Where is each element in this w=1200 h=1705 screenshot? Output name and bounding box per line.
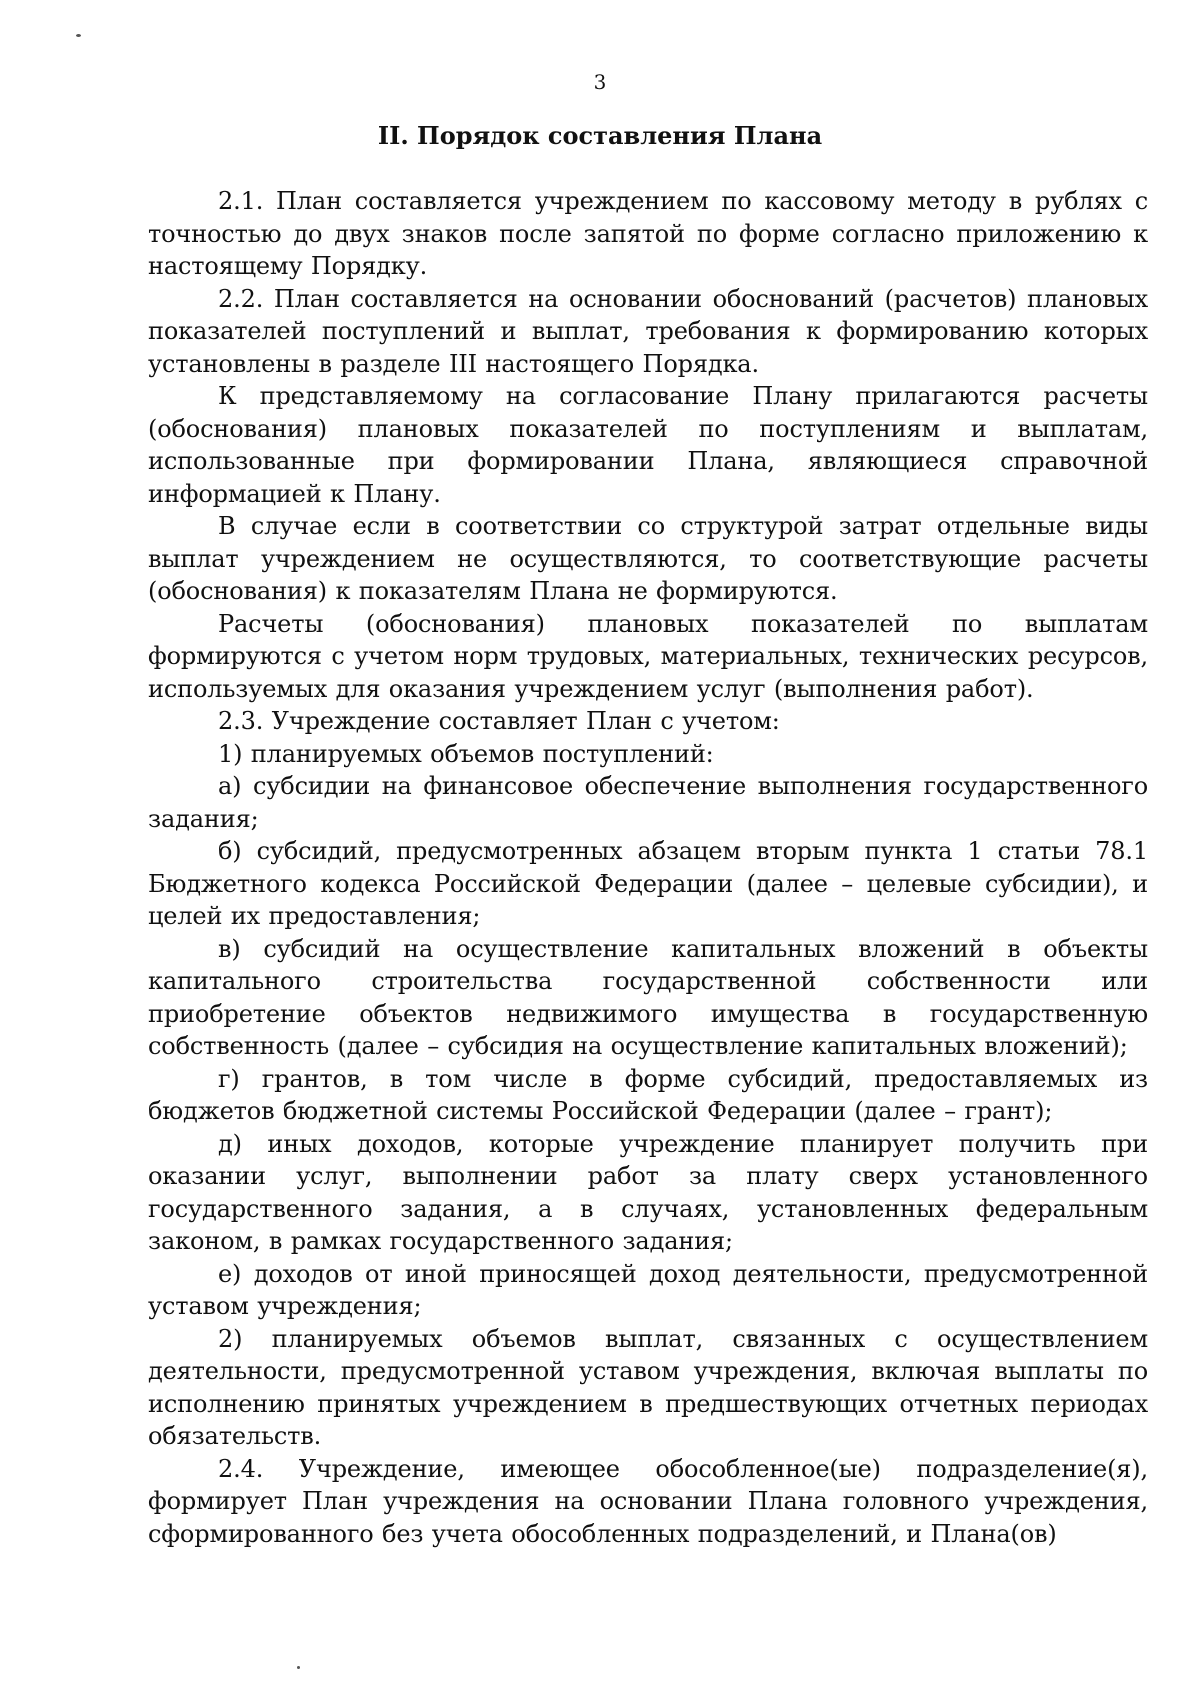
paragraph-2-2: 2.2. План составляется на основании обоснований (расчетов) плановых показателей поступлений и выплат, требования к формированию которых установлены в разделе III настоящего Порядка. — [148, 284, 1148, 378]
list-item-g-grants: г) грантов, в том числе в форме субсидий, предоставляемых из бюджетов бюджетной системы Российской Федерации (далее – грант); — [148, 1064, 1148, 1125]
list-item-d-other-income: д) иных доходов, которые учреждение планирует получить при оказании услуг, выполнении работ за плату сверх установленного государственного задания, а в случаях, установленных федеральным законом, в рамках государственного задания; — [148, 1129, 1148, 1255]
list-item-a-subsidy-task: а) субсидии на финансовое обеспечение выполнения государственного задания; — [148, 772, 1148, 833]
scan-speck — [76, 34, 81, 37]
list-item-e-income-activities: е) доходов от иной приносящей доход деятельности, предусмотренной уставом учреждения; — [148, 1259, 1148, 1320]
list-item-b-target-subsidies: б) субсидий, предусмотренных абзацем вторым пункта 1 статьи 78.1 Бюджетного кодекса Российской Федерации (далее – целевые субсидии), и целей их предоставления; — [148, 837, 1148, 930]
page-number: 3 — [593, 70, 607, 94]
paragraph-calculation-norms: Расчеты (обоснования) плановых показателей по выплатам формируются с учетом норм трудовых, материальных, технических ресурсов, используемых для оказания учреждением услуг (выполнения работ). — [148, 609, 1148, 703]
paragraph-2-3: 2.3. Учреждение составляет План с учетом: — [218, 707, 780, 735]
body-text — [148, 185, 1148, 1550]
list-item-v-capital-investment: в) субсидий на осуществление капитальных вложений в объекты капитального строительства государственной собственности или приобретение объектов недвижимого имущества в государственную собственность (далее – субсидия на осуществление капитальных вложений); — [148, 934, 1148, 1060]
scan-speck — [297, 1666, 300, 1669]
paragraph-2-4: 2.4. Учреждение, имеющее обособленное(ые) подразделение(я), формирует План учреждения на основании Плана головного учреждения, сформированного без учета обособленных подразделений, и Плана(ов) — [148, 1454, 1148, 1548]
paragraph-2-1: 2.1. План составляется учреждением по кассовому методу в рублях с точностью до двух знаков после запятой по форме согласно приложению к настоящему Порядку. — [148, 187, 1148, 280]
paragraph-attachments: К представляемому на согласование Плану прилагаются расчеты (обоснования) плановых показателей по поступлениям и выплатам, использованные при формировании Плана, являющиеся справочной информацией к Плану. — [148, 382, 1148, 508]
list-item-2-payments: 2) планируемых объемов выплат, связанных с осуществлением деятельности, предусмотренной уставом учреждения, включая выплаты по исполнению принятых учреждением в предшествующих отчетных периодах обязательств. — [148, 1324, 1148, 1450]
paragraph-cost-structure: В случае если в соответствии со структурой затрат отдельные виды выплат учреждением не осуществляются, то соответствующие расчеты (обоснования) к показателям Плана не формируются. — [148, 512, 1148, 605]
section-title: II. Порядок составления Плана — [377, 121, 823, 150]
list-item-1-receipts: 1) планируемых объемов поступлений: — [218, 739, 714, 768]
